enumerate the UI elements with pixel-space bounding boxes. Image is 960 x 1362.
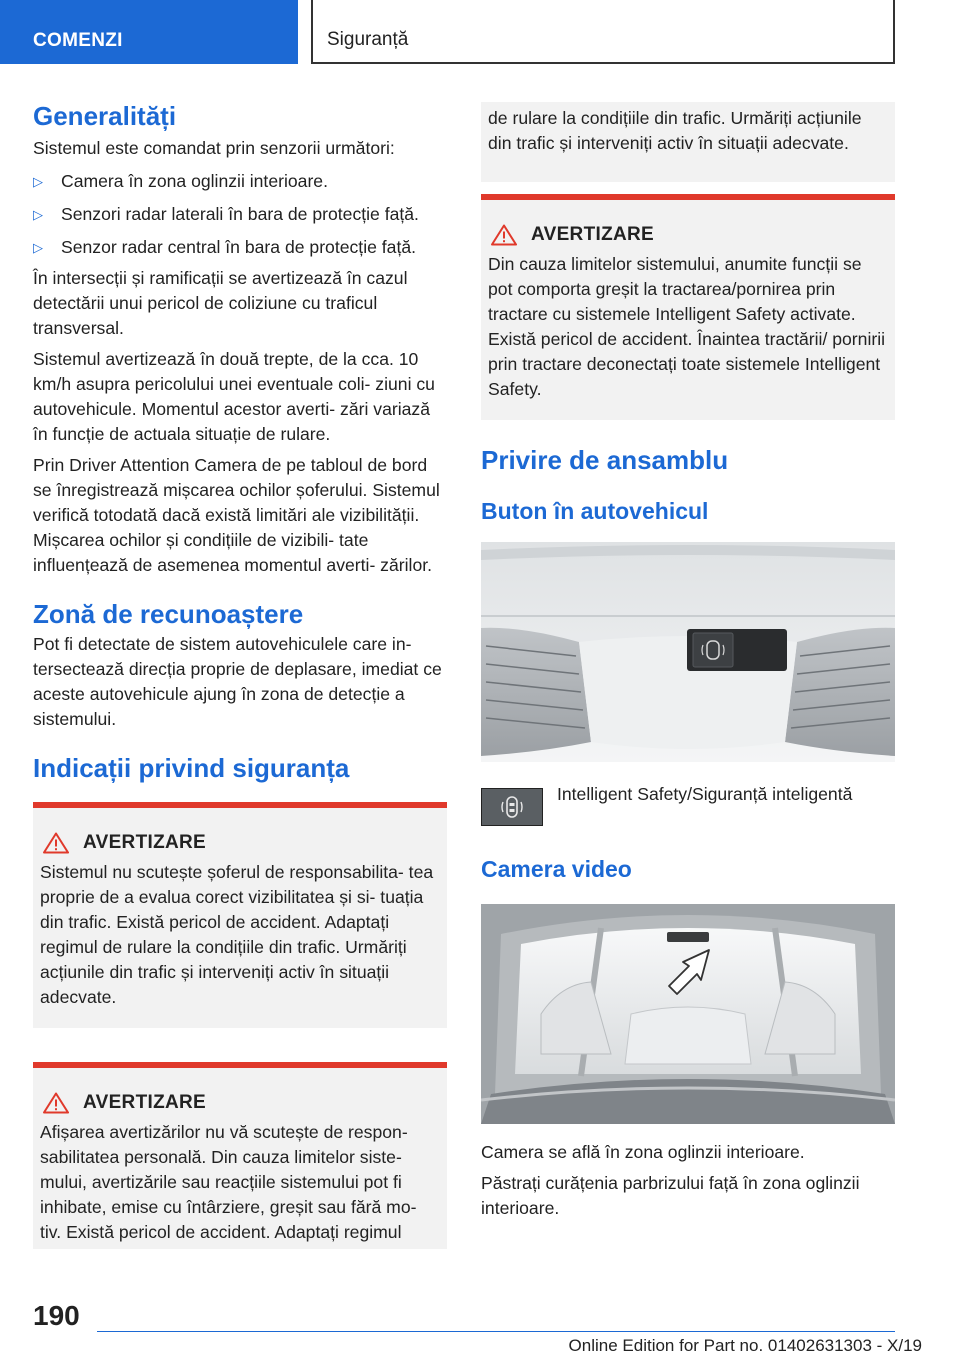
list-item: ▷ Camera în zona oglinzii interioare. — [33, 169, 447, 194]
button-legend — [481, 782, 895, 826]
warning-text: Afișarea avertizărilor nu vă scutește de respon- sabilitatea personală. Din cauza limitelor siste- mului, avertizările sau reacțiile sistemului pot fi inhibate, emise cu întârziere, greșit sau fără mo- tiv. Există pericol de accident. Adaptați regimul — [40, 1122, 417, 1242]
heading-generalitati: Generalități — [33, 101, 177, 131]
triangle-bullet-icon: ▷ — [33, 174, 43, 189]
edition-text: Online Edition for Part no. 01402631303 - X/19 — [568, 1336, 922, 1355]
intelligent-safety-button-icon — [481, 788, 543, 826]
footer-rule — [97, 1331, 895, 1332]
warning-title: AVERTIZARE — [83, 832, 206, 853]
warning-box — [33, 802, 447, 1028]
warning-text: Sistemul nu scutește șoferul de responsabilita- tea proprie de a evalua corect vizibilitatea și si- tuația din trafic. Există pericol de accident. Adaptați regimul de rulare la condițiile din trafic. Urmăriți acțiunile din trafic și interveniți activ în situații adecvate. — [40, 862, 434, 1007]
chapter-label: Siguranță — [327, 29, 409, 50]
warning-continuation — [481, 102, 895, 182]
warning-text: Din cauza limitelor sistemului, anumite funcții se pot comporta greșit la tractarea/pornirea prin tractare cu sistemele Intelligent Safety activate. Există pericol de accident. Înaintea tractării/ pornirii prin tractare deconectați toate sistemele Intelligent Safety. — [488, 254, 886, 399]
warning-text: de rulare la condițiile din trafic. Urmăriți acțiunile din trafic și interveniți activ în situații adecvate. — [488, 108, 862, 153]
chapter-header — [311, 0, 895, 64]
left-column — [33, 100, 447, 1249]
warning-triangle-icon — [43, 1092, 69, 1114]
heading-zona: Zonă de recunoaștere — [33, 599, 304, 629]
section-tab[interactable] — [0, 0, 298, 64]
warning-title: AVERTIZARE — [531, 224, 654, 245]
intro-paragraph: Sistemul este comandat prin senzorii următori: — [33, 138, 395, 158]
warning-triangle-icon — [43, 832, 69, 854]
paragraph: Pot fi detectate de sistem autovehiculele care in- tersectează direcția proprie de deplasare, imediat ce aceste autovehicule ajung în zona de detecție a sistemului. — [33, 634, 442, 729]
warning-box — [481, 194, 895, 420]
camera-paragraph: Camera se află în zona oglinzii interioare. — [481, 1142, 805, 1162]
button-photo — [481, 542, 895, 762]
triangle-bullet-icon: ▷ — [33, 207, 43, 222]
right-column — [481, 102, 895, 1221]
camera-photo — [481, 904, 895, 1124]
heading-indicatii: Indicații privind siguranța — [33, 753, 350, 783]
paragraph: În intersecții și ramificații se avertizează în cazul detectării unui pericol de coliziune cu traficul transversal. — [33, 268, 408, 338]
warning-title: AVERTIZARE — [83, 1092, 206, 1113]
heading-privire: Privire de ansamblu — [481, 445, 729, 475]
section-label: COMENZI — [33, 30, 123, 51]
heading-buton: Buton în autovehicul — [481, 498, 709, 524]
warning-triangle-icon — [491, 224, 517, 246]
page-number: 190 — [33, 1300, 80, 1331]
paragraph: Prin Driver Attention Camera de pe tabloul de bord se înregistrează mișcarea ochilor șoferului. Sistemul verifică totodată dacă există limitări ale vizibilității. Mișcarea ochilor și condițiile de vizibili- tate influențează de asemenea momentul averti- zărilor. — [33, 455, 440, 575]
warning-box — [33, 1062, 447, 1249]
heading-camera: Camera video — [481, 856, 632, 882]
list-item: ▷ Senzor radar central în bara de protecție față. — [33, 235, 447, 260]
sensor-list — [33, 169, 447, 260]
legend-text: Intelligent Safety/Siguranță inteligentă — [557, 784, 853, 804]
camera-paragraph: Păstrați curățenia parbrizului față în zona oglinzii interioare. — [481, 1173, 860, 1218]
list-item: ▷ Senzori radar laterali în bara de protecție față. — [33, 202, 447, 227]
paragraph: Sistemul avertizează în două trepte, de la cca. 10 km/h asupra pericolului unei eventuale coli- ziuni cu autovehicule. Momentul acestor averti- zări variază în funcție de actuala situație de rulare. — [33, 349, 435, 444]
triangle-bullet-icon: ▷ — [33, 240, 43, 255]
